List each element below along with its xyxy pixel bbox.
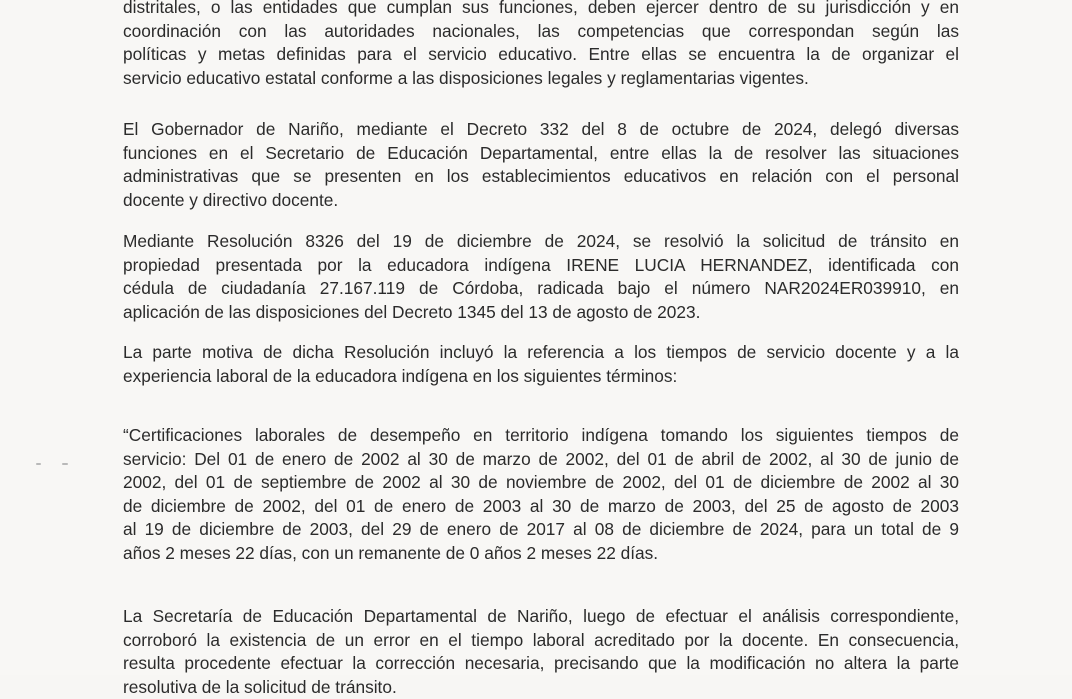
paragraph-correction [123,605,959,699]
text-line: servicio: Del 01 de enero de 2002 al 30 de marzo de 2002, del 01 de abril de 2002, al 30 de junio de [123,448,959,472]
text-line: La parte motiva de dicha Resolución incluyó la referencia a los tiempos de servicio docente y a la [123,341,959,365]
text-line: propiedad presentada por la educadora indígena IRENE LUCIA HERNANDEZ, identificada con [123,254,959,278]
text-line: de diciembre de 2002, del 01 de enero de 2003 al 30 de marzo de 2003, del 25 de agosto de 2003 [123,495,959,519]
text-line: coordinación con las autoridades nacionales, las competencias que correspondan según las [123,20,959,44]
text-line: administrativas que se presenten en los establecimientos educativos en relación con el personal [123,165,959,189]
text-line: años 2 meses 22 días, con un remanente de 0 años 2 meses 22 días. [123,542,959,566]
text-line: resolutiva de la solicitud de tránsito. [123,676,959,699]
paragraph-decree-delegation [123,118,959,212]
text-line: funciones en el Secretario de Educación Departamental, entre ellas la de resolver las situaciones [123,142,959,166]
text-line: docente y directivo docente. [123,189,959,213]
paragraph-jurisdiction [123,0,959,90]
text-line: Mediante Resolución 8326 del 19 de diciembre de 2024, se resolvió la solicitud de tránsito en [123,230,959,254]
paragraph-motive-part [123,341,959,388]
text-line: al 19 de diciembre de 2003, del 29 de enero de 2017 al 08 de diciembre de 2024, para un total de 9 [123,518,959,542]
text-line: El Gobernador de Nariño, mediante el Decreto 332 del 8 de octubre de 2024, delegó diversas [123,118,959,142]
text-line: 2002, del 01 de septiembre de 2002 al 30 de noviembre de 2002, del 01 de diciembre de 2002 al 30 [123,471,959,495]
text-line: aplicación de las disposiciones del Decreto 1345 del 13 de agosto de 2023. [123,301,959,325]
text-line: “Certificaciones laborales de desempeño en territorio indígena tomando los siguientes tiempos de [123,424,959,448]
text-line: experiencia laboral de la educadora indígena en los siguientes términos: [123,365,959,389]
text-line: servicio educativo estatal conforme a las disposiciones legales y reglamentarias vigentes. [123,67,959,91]
scan-speck [36,463,41,465]
text-line: corroboró la existencia de un error en el tiempo laboral acreditado por la docente. En consecuencia, [123,629,959,653]
scan-speck [62,463,68,465]
text-line: distritales, o las entidades que cumplan sus funciones, deben ejercer dentro de su jurisdicción y en [123,0,959,20]
text-line: La Secretaría de Educación Departamental de Nariño, luego de efectuar el análisis correspondiente, [123,605,959,629]
text-line: resulta procedente efectuar la corrección necesaria, precisando que la modificación no altera la parte [123,652,959,676]
paragraph-resolution-8326 [123,230,959,324]
paragraph-quoted-certifications [123,424,959,565]
text-line: políticas y metas definidas para el servicio educativo. Entre ellas se encuentra la de organizar el [123,43,959,67]
text-line: cédula de ciudadanía 27.167.119 de Córdoba, radicada bajo el número NAR2024ER039910, en [123,277,959,301]
